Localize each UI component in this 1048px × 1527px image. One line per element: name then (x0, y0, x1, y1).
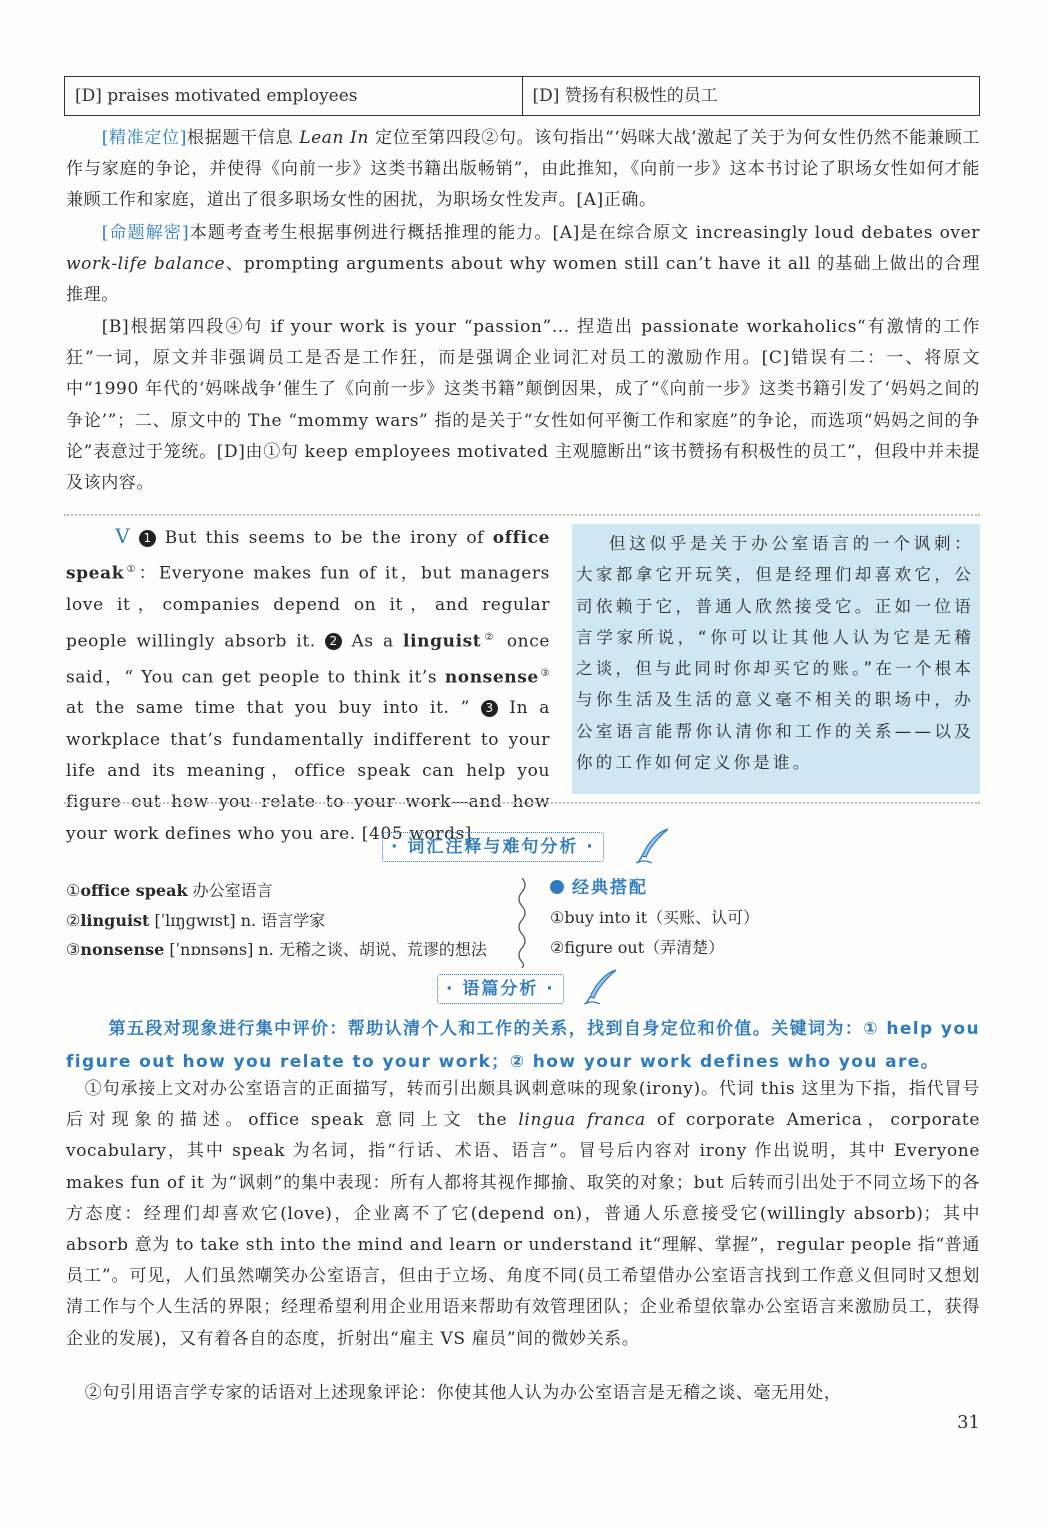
vocab-item: ②linguist [ˈlɪŋɡwɪst] n. 语言学家 (66, 910, 326, 930)
vocab-word-nonsense: nonsense (444, 667, 539, 688)
question-decode-tag: [命题解密] (101, 223, 190, 243)
precise-location-tag: [精准定位] (101, 128, 187, 148)
sentence-number-2: 2 (325, 633, 342, 650)
vocab-word-linguist: linguist (403, 631, 482, 652)
collocation-item: ①buy into it（买账、认可） (550, 908, 760, 927)
precise-location-paragraph: [精准定位]根据题干信息 Lean In 定位至第四段②句。该句指出“‘妈咪大战’激起了关于为何女性仍然不能兼顾工作与家庭的争论，并使得《向前一步》这类书籍出版畅销”，由此推知，《向前一步》这本书讨论了职场女性如何才能兼顾工作和家庭，道出了很多职场女性的困扰，为职场女性发声。[A]正确。 (66, 128, 981, 211)
page-number: 31 (957, 1412, 980, 1433)
vocab-list (66, 876, 516, 965)
quill-icon (632, 826, 672, 866)
divider-top (64, 514, 980, 516)
analysis-section-heading: · 语篇分析 · (437, 974, 564, 1004)
paragraph-number: V (115, 524, 131, 548)
analysis-sentence-1: ①句承接上文对办公室语言的正面描写，转而引出颇具讽刺意味的现象(irony)。代词 this 这里为下指，指代冒号后对现象的描述。office speak 意同上文 the lingua franca of corporate America，corporate vocabulary，其中 speak 为名词，指“行话、术语、语言”。冒号后内容对 irony 作出说明，其中 Everyone makes fun of it 为“讽刺”的集中表现：所有人都将其视作揶揄、取笑的对象；but 后转而引出处于不同立场下的各方态度：经理们却喜欢它(love)，企业离不了它(depend on)，普通人乐意接受它(willingly absorb)；其中 absorb 意为 to take sth into the mind and learn or understand it“理解、掌握”，regular people 指“普通员工”。可见，人们虽然嘲笑办公室语言，但由于立场、角度不同(员工希望借办公室语言找到工作意义但同时又想划清工作与个人生活的界限；经理希望利用企业用语来帮助有效管理团队；企业希望依靠办公室语言来激励员工，获得企业的发展)，又有着各自的态度，折射出“雇主 VS 雇员”间的微妙关系。 (66, 1079, 980, 1349)
paragraph-summary: 第五段对现象进行集中评价：帮助认清个人和工作的关系，找到自身定位和价值。关键词为：① help you figure out how you relate to your work；② how your work defines who you are。 (66, 1019, 980, 1072)
option-d-chinese: [D] 赞扬有积极性的员工 (522, 77, 980, 115)
option-d-english: [D] praises motivated employees (75, 86, 358, 106)
passage-paragraph-v: V 1 But this seems to be the irony of office speak①：Everyone makes fun of it，but managers love it，companies depend on it，and regular people willingly absorb it. 2 As a linguist② once said，“ You can get people to think it’s nonsense③ at the same time that you buy into it. ” 3 In a workplace that’s fundamentally indifferent to your life and its meaning，office speak can help you figure out how you relate to your work—and how your work defines who you are. [405 words] (66, 524, 550, 844)
option-d-row (64, 76, 980, 116)
vocab-word-office-speak: office speak (66, 528, 550, 584)
collocation-list (550, 873, 980, 963)
divider-bottom (64, 802, 980, 804)
sentence-number-1: 1 (139, 530, 156, 547)
collocation-item: ②figure out（弄清楚） (550, 938, 725, 957)
option-analysis-paragraph: [B]根据第四段④句 if your work is your “passion”... 捏造出 passionate workaholics“有激情的工作狂”一词，原文并非强调员工是否是工作狂，而是强调企业词汇对员工的激励作用。[C]错误有二：一、将原文中“1990 年代的‘妈咪战争’催生了《向前一步》这类书籍”颠倒因果，成了“《向前一步》这类书籍引发了‘妈妈之间的争论’”；二、原文中的 The “mommy wars” 指的是关于“女性如何平衡工作和家庭”的争论，而选项“妈妈之间的争论”表意过于笼统。[D]由①句 keep employees motivated 主观臆断出“该书赞扬有积极性的员工”，但段中并未提及该内容。 (66, 317, 980, 494)
vocab-section-heading: · 词汇注释与难句分析 · (382, 832, 604, 862)
bullet-dot-icon (550, 880, 564, 894)
vocab-item: ①office speak 办公室语言 (66, 881, 273, 900)
passage-translation: 但这似乎是关于办公室语言的一个讽刺：大家都拿它开玩笑，但是经理们却喜欢它，公司依赖于它，普通人欣然接受它。正如一位语言学家所说，“你可以让其他人认为它是无稽之谈，但与此同时你却买它的账。”在一个根本与你生活及生活的意义毫不相关的职场中，办公室语言能帮你认清你和工作的关系——以及你的工作如何定义你是谁。 (572, 524, 980, 794)
question-decode-paragraph: [命题解密]本题考查考生根据事例进行概括推理的能力。[A]是在综合原文 increasingly loud debates over work-life balance、prompting arguments about why women still can’t have it all 的基础上做出的合理推理。 (66, 223, 980, 306)
sentence-number-3: 3 (481, 700, 498, 717)
analysis-sentence-2: ②句引用语言学专家的话语对上述现象评论：你使其他人认为办公室语言是无稽之谈、毫无用处， (84, 1383, 842, 1403)
quill-icon (580, 967, 620, 1007)
wavy-divider (514, 878, 530, 968)
vocab-item: ③nonsense [ˈnɒnsəns] n. 无稽之谈、胡说、荒谬的想法 (66, 940, 487, 959)
collocation-title: 经典搭配 (550, 873, 980, 903)
